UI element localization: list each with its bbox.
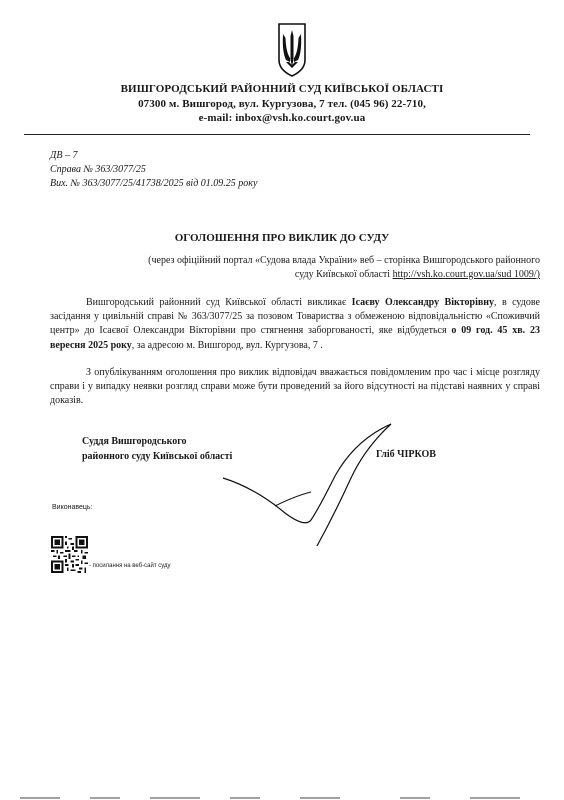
notice-paragraph: З опублікуванням оголошення про виклик відповідач вважається повідомленим про час і місце розгляду справи і у випадку неявки розгляд справи може бути проведений за його відсутності на підставі наявних у справі доказів. <box>50 367 540 407</box>
qr-caption: - посилання на веб-сайт суду <box>89 563 171 569</box>
announcement-subtitle <box>70 254 540 282</box>
handwritten-signature <box>215 418 445 558</box>
header-divider <box>24 134 530 135</box>
court-email: e-mail: inbox@vsh.ko.court.gov.ua <box>198 112 366 124</box>
announcement-title: ОГОЛОШЕННЯ ПРО ВИКЛИК ДО СУДУ <box>174 232 390 244</box>
subtitle-line-2 <box>70 268 540 282</box>
executor-label: Виконавець: <box>52 504 93 511</box>
judge-name: Гліб ЧІРКОВ <box>376 449 436 460</box>
summons-text-1: Вишгородський районний суд Київської області викликає <box>86 297 352 308</box>
case-number: Справа № 363/3077/25 <box>50 164 146 175</box>
scan-artifact-line <box>0 796 564 800</box>
court-address: 07300 м. Вишгород, вул. Кургузова, 7 тел. (045 96) 22-710, <box>138 98 426 110</box>
court-website-link[interactable]: http://vsh.ko.court.gov.ua/sud 1009/) <box>392 269 540 280</box>
coat-of-arms-icon <box>276 22 308 78</box>
judge-title-line-1: Суддя Вишгородського <box>82 436 187 447</box>
summons-text-3: , за адресою м. Вишгород, вул. Кургузова, 7 . <box>131 339 323 351</box>
qr-code-icon[interactable] <box>51 536 88 573</box>
summons-paragraph <box>50 296 540 353</box>
defendant-name: Ісаєву Олександру Вікторівну <box>351 297 495 308</box>
form-code: ДВ – 7 <box>50 150 78 161</box>
subtitle-text: суду Київської області <box>294 269 393 280</box>
judge-title-line-2: районного суду Київської області <box>82 451 233 462</box>
outgoing-number: Вих. № 363/3077/25/41738/2025 від 01.09.25 року <box>50 178 258 189</box>
judge-title <box>82 434 232 464</box>
hearing-datetime: о 09 год. 45 хв. 23 вересня 2025 року <box>50 325 540 351</box>
court-name: ВИШГОРОДСЬКИЙ РАЙОННИЙ СУД КИЇВСЬКОЇ ОБЛАСТІ <box>120 83 444 95</box>
subtitle-line-1: (через офіційний портал «Судова влада України» веб – сторінка Вишгородського районного <box>148 255 540 266</box>
summons-text-2: , в судове засідання у цивільній справі № 363/3077/25 за позовом Товариства з обмеженою відповідальністю «Споживчий центр» до Ісаєвої Олександри Вікторівни про стягнення заборгованості, яке відбудеться <box>50 297 540 337</box>
